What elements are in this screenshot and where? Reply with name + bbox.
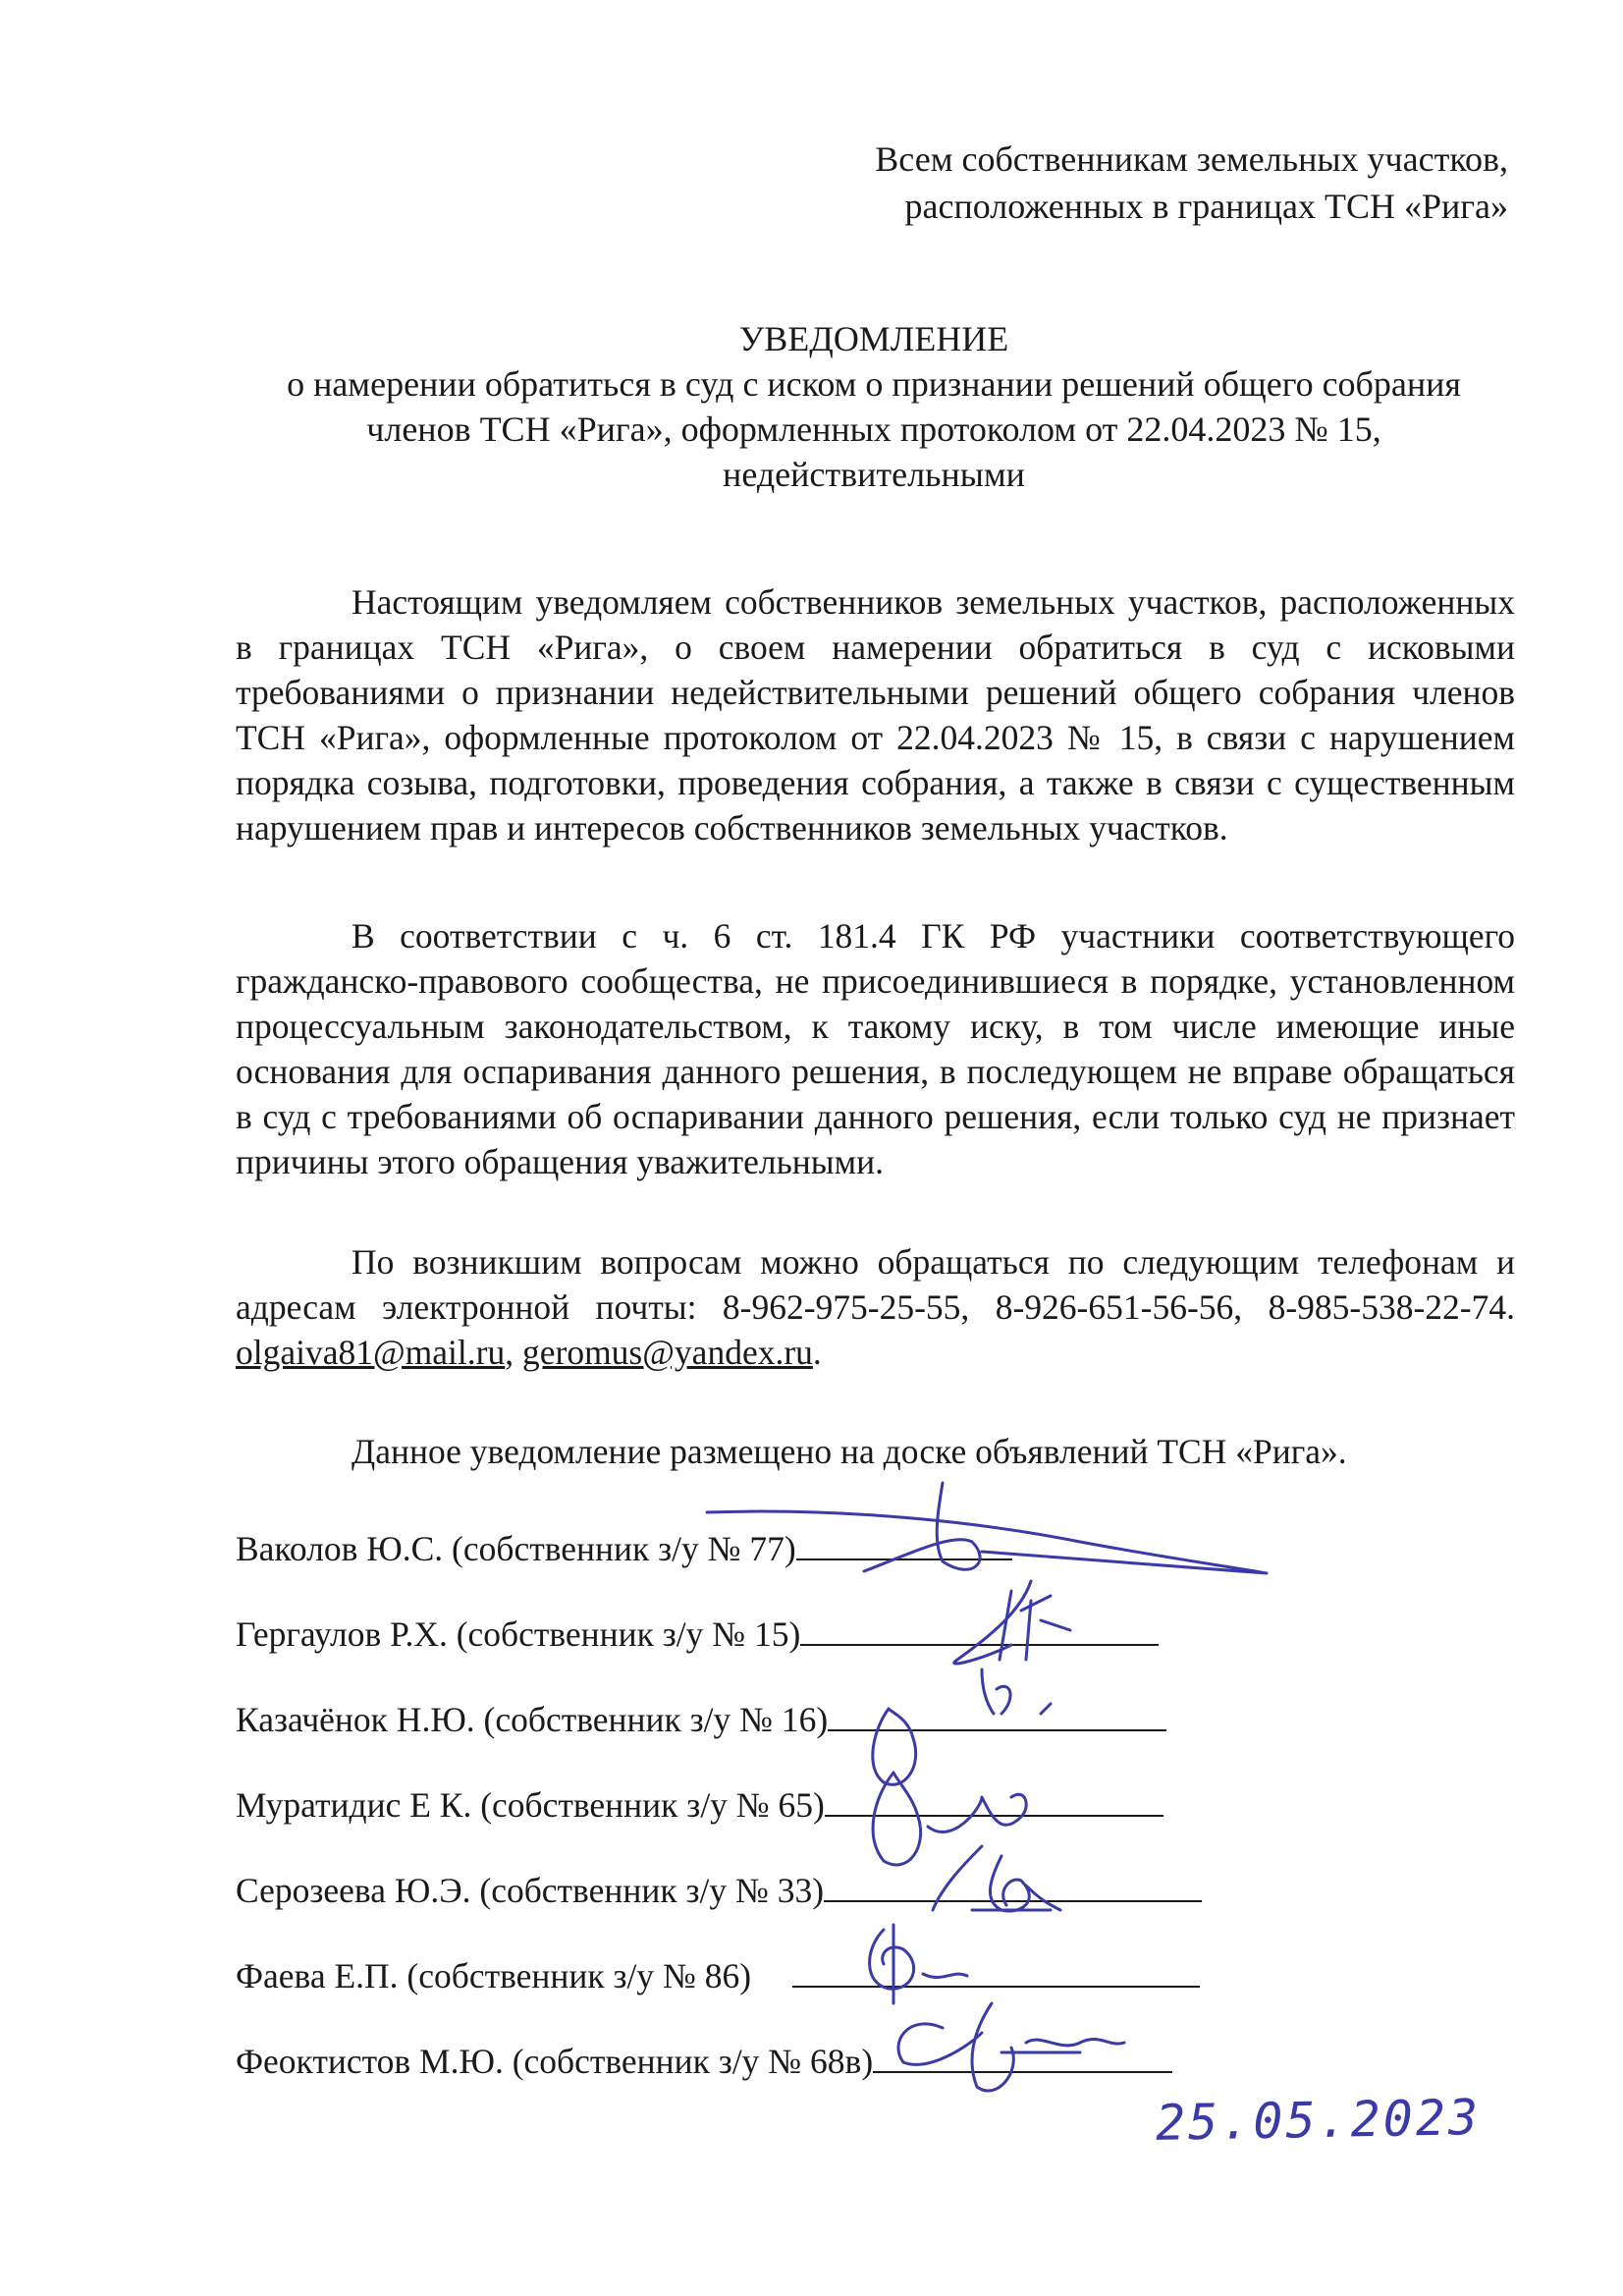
signature-row [236,1952,1200,1997]
addressee-line-2: расположенных в границах ТСН «Рига» [904,187,1508,226]
signature-row [236,2038,1172,2083]
email-separator: , [505,1333,522,1372]
email-link-1[interactable]: olgaiva81@mail.ru [236,1333,506,1372]
signatory-label: Казачёнок Н.Ю. (собственник з/у № 16) [236,1700,829,1739]
addressee-line-1: Всем собственникам земельных участков, [875,139,1508,179]
signatory-label: Серозеева Ю.Э. (собственник з/у № 33) [236,1871,825,1910]
signature-line [796,1525,1012,1560]
signature-line [825,1781,1163,1817]
signatory-label: Ваколов Ю.С. (собственник з/у № 77) [236,1529,796,1568]
signature-row [236,1696,1166,1741]
paragraph-contacts [236,1239,1515,1375]
notice-title-block [196,316,1551,497]
signature-line [792,1952,1200,1988]
signature-row [236,1781,1163,1827]
signatory-label: Феоктистов М.Ю. (собственник з/у № 68в) [236,2042,874,2081]
signature-line [824,1867,1202,1902]
signatory-label: Муратидис Е К. (собственник з/у № 65) [236,1785,825,1825]
signature-row [236,1867,1202,1912]
notice-subtitle-line-2: членов ТСН «Рига», оформленных протоколом от 22.04.2023 № 15, [366,410,1381,449]
paragraph-posting-note: Данное уведомление размещено на доске объявлений ТСН «Рига». [352,1432,1347,1471]
handwritten-date: 25.05.2023 [1155,2089,1482,2152]
addressee-block [875,136,1508,230]
email-link-2[interactable]: geromus@yandex.ru [521,1333,813,1372]
signature-row [236,1611,1159,1656]
signature-line [873,2038,1172,2073]
contacts-period: . [812,1333,822,1372]
signatory-label: Гергаулов Р.Х. (собственник з/у № 15) [236,1614,801,1654]
paragraph-legal-basis: В соответствии с ч. 6 ст. 181.4 ГК РФ участники соответствующего гражданско-правового сообщества, не присоединившиеся в порядке, установленном процессуальным законодательством, к такому иску, в том числе имеющие иные основания для оспаривания данного решения, в последующем не вправе обращаться в суд с требованиями об оспаривании данного решения, если только суд не признает причины этого обращения уважительными. [236,916,1515,1181]
paragraph-notification: Настоящим уведомляем собственников земельных участков, расположенных в границах ТСН «Рига», о своем намерении обратиться в суд с исковыми требованиями о признании недействительными решений общего собрания членов ТСН «Рига», оформленные протоколом от 22.04.2023 № 15, в связи с нарушением порядка созыва, подготовки, проведения собрания, а также в связи с существенным нарушением прав и интересов собственников земельных участков. [236,582,1515,847]
signatory-label: Фаева Е.П. (собственник з/у № 86) [236,1956,752,1995]
signature-line [828,1696,1166,1731]
signature-row [236,1525,1012,1570]
signature-line [800,1611,1159,1646]
contacts-text: По возникшим вопросам можно обращаться по следующим телефонам и адресам электронной почты: 8-962-975-25-55, 8-926-651-56-56, 8-985-538-22-74. [236,1242,1515,1327]
notice-heading: УВЕДОМЛЕНИЕ [738,319,1009,358]
notice-subtitle-line-3: недействительными [723,455,1025,494]
notice-subtitle-line-1: о намерении обратиться в суд с иском о признании решений общего собрания [287,364,1461,404]
